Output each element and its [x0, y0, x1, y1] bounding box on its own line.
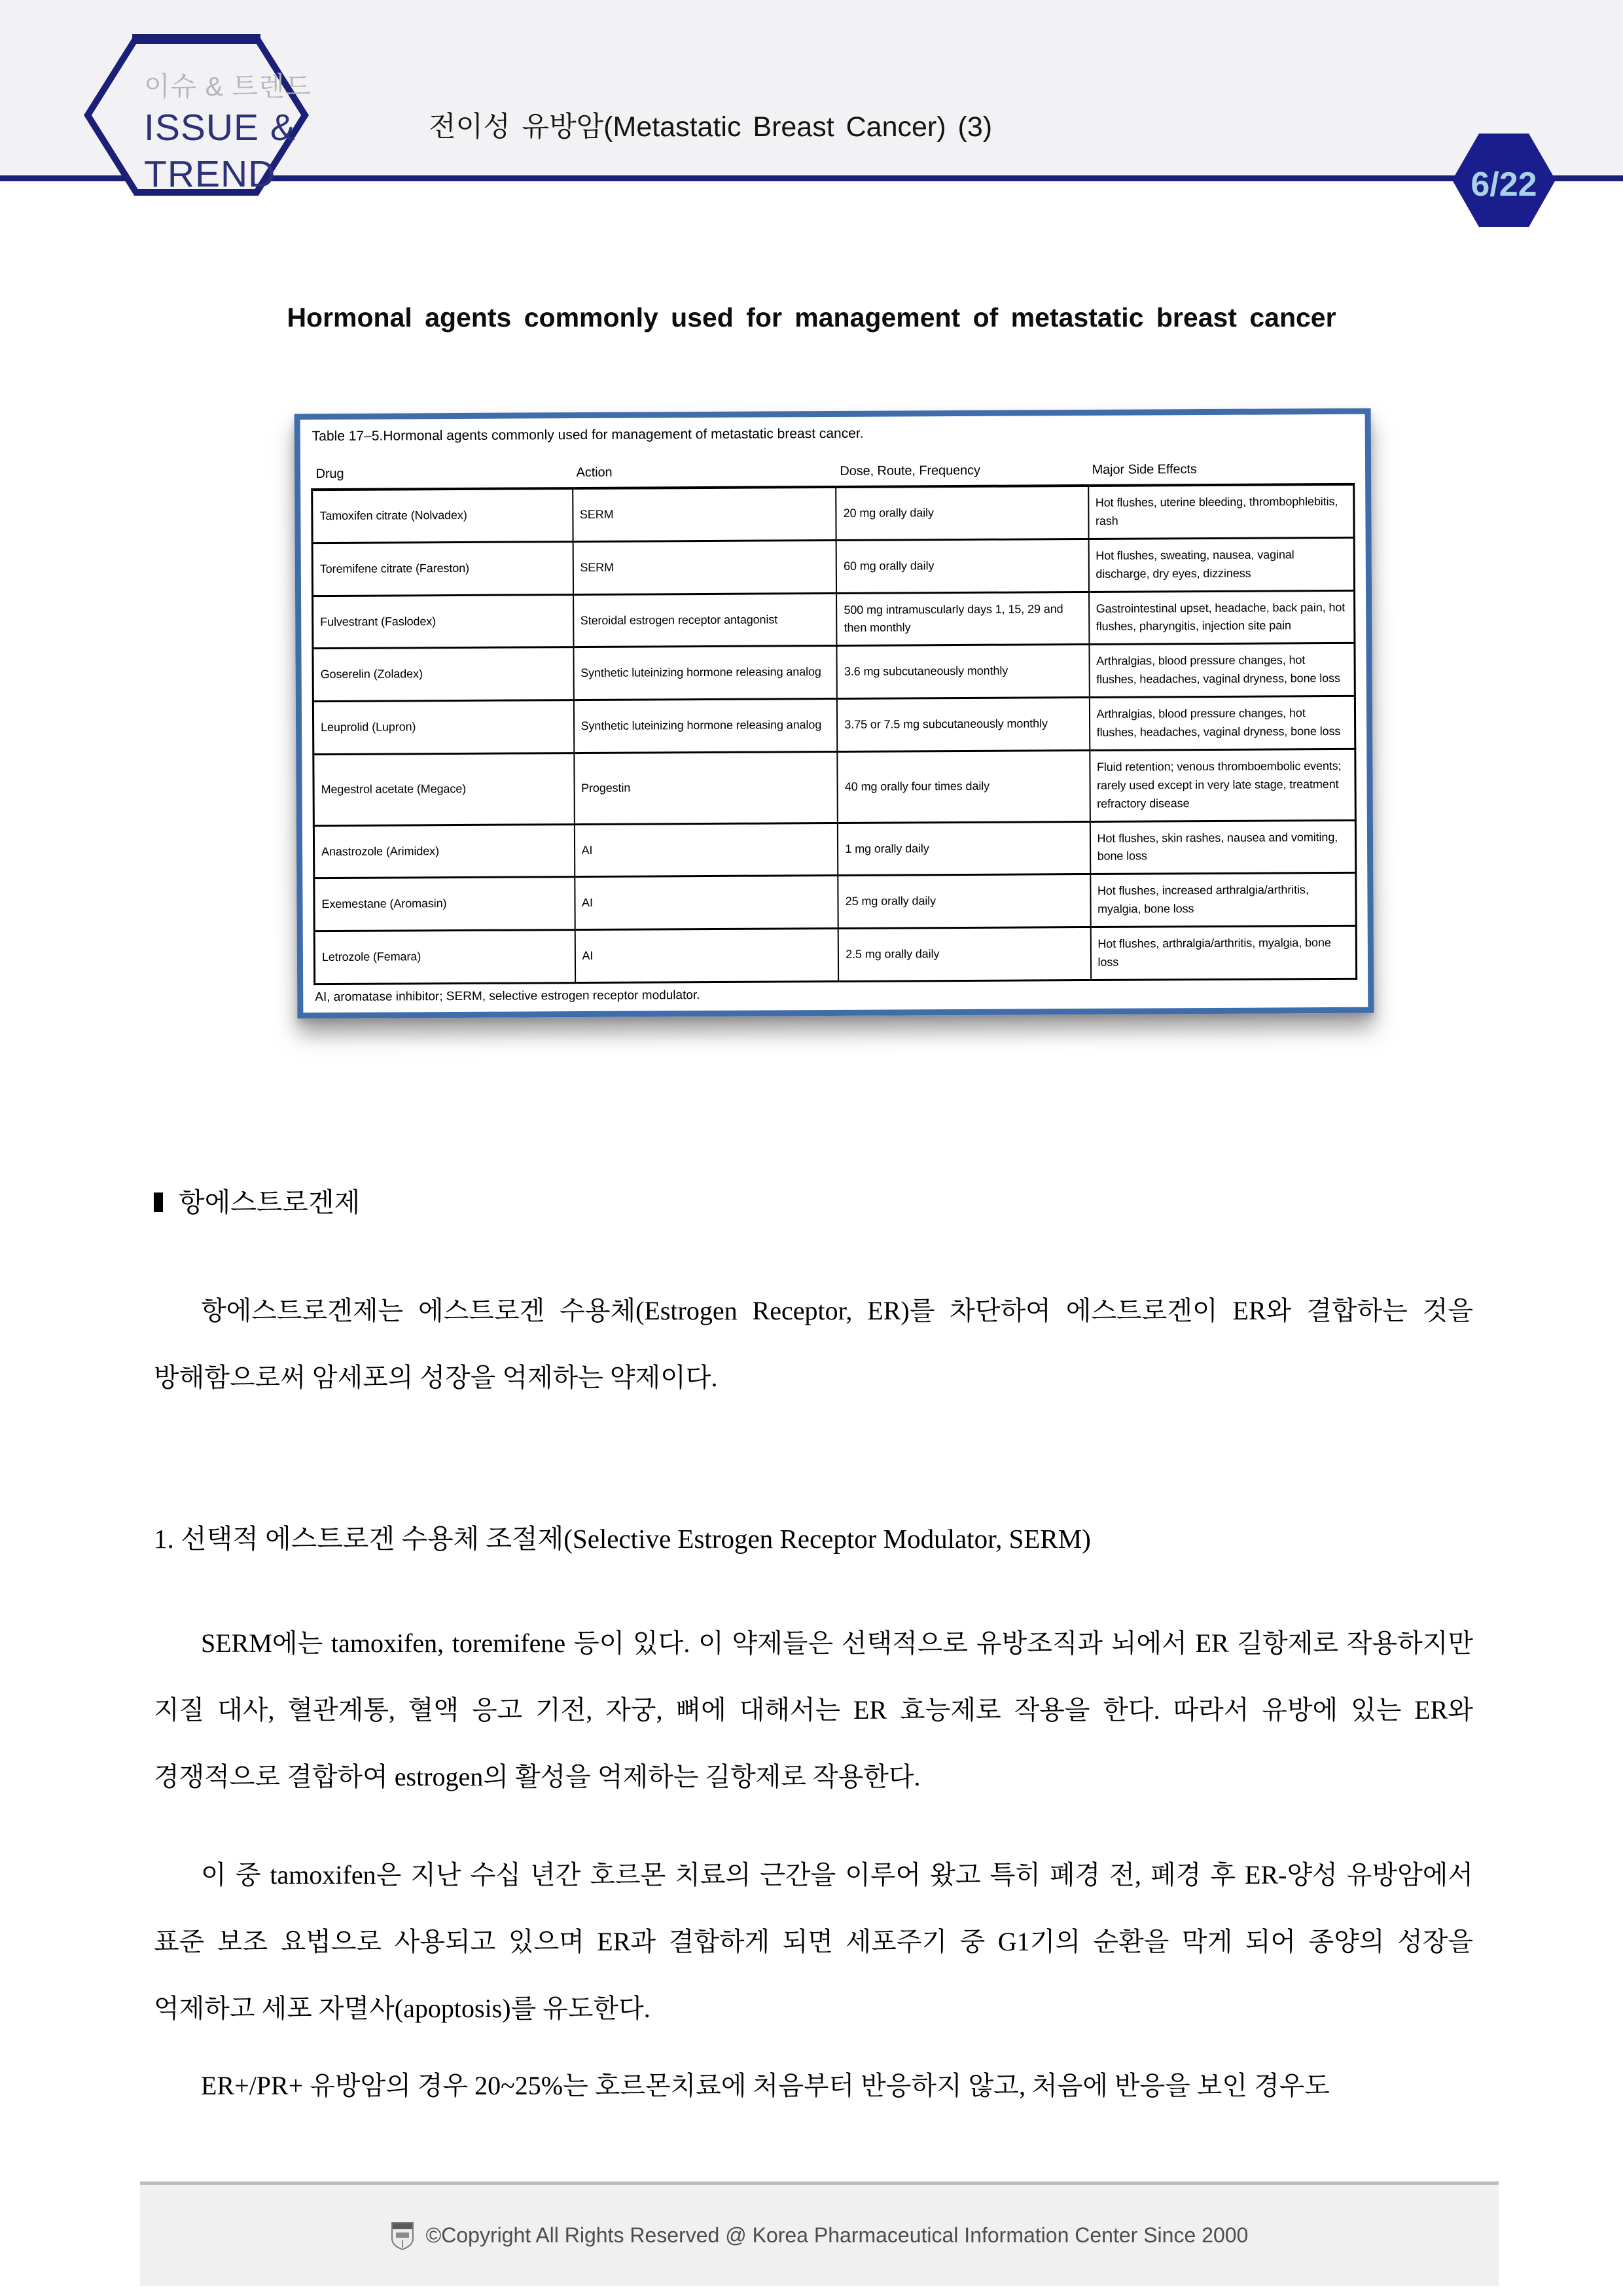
square-bullet-icon — [154, 1193, 163, 1212]
table-row — [314, 873, 1356, 931]
section-heading-antiestrogen — [154, 1185, 1473, 1220]
table-row — [313, 590, 1355, 649]
col-header-action: Action — [572, 461, 836, 488]
cell-side-effects: Hot flushes, increased arthralgia/arthritis, myalgia, bone loss — [1090, 873, 1356, 927]
cell-dose: 20 mg orally daily — [836, 486, 1088, 540]
cell-action: AI — [574, 823, 838, 877]
cell-dose: 60 mg orally daily — [836, 539, 1089, 593]
cell-drug: Tamoxifen citrate (Nolvadex) — [312, 488, 573, 543]
table-row — [313, 643, 1355, 702]
table-row — [312, 484, 1354, 543]
issue-trend-logo — [84, 33, 312, 198]
section-heading-label: 항에스트로겐제 — [179, 1187, 361, 1217]
cell-drug: Letrozole (Femara) — [314, 930, 575, 984]
table-footnote: AI, aromatase inhibitor; SERM, selective estrogen receptor modulator. — [315, 988, 700, 1005]
cell-drug: Megestrol acetate (Megace) — [313, 753, 575, 825]
logo-korean-label: 이슈 & 트렌드 — [144, 71, 312, 101]
cell-action: Progestin — [574, 751, 838, 824]
table-row — [314, 925, 1356, 984]
cell-side-effects: Hot flushes, sweating, nausea, vaginal discharge, dry eyes, dizziness — [1088, 537, 1354, 592]
paragraph-serm-3: ER+/PR+ 유방암의 경우 20~25%는 호르몬치료에 처음부터 반응하지 않고, 처음에 반응을 보인 경우도 — [201, 2071, 1330, 2100]
page-number-badge — [1452, 133, 1556, 228]
cell-action: AI — [575, 876, 838, 930]
cell-action: SERM — [573, 540, 836, 594]
cell-drug: Exemestane (Aromasin) — [314, 877, 575, 931]
cell-side-effects: Fluid retention; venous thromboembolic events; rarely used except in very late stage, treatment refractory disease — [1090, 749, 1356, 821]
cell-dose: 1 mg orally daily — [838, 821, 1090, 876]
cell-dose: 500 mg intramuscularly days 1, 15, 29 and then monthly — [836, 592, 1089, 646]
paragraph-antiestrogen: 항에스트로겐제는 에스트로겐 수용체(Estrogen Receptor, ER)를 차단하여 에스트로겐이 ER와 결합하는 것을 방해함으로써 암세포의 성장을 억제하는 약제이다. — [154, 1296, 1473, 1392]
cell-action: Synthetic luteinizing hormone releasing analog — [573, 646, 837, 700]
cell-action: Steroidal estrogen receptor antagonist — [573, 593, 837, 647]
cell-side-effects: Hot flushes, uterine bleeding, thrombophlebitis, rash — [1088, 484, 1354, 539]
logo-issue-label: ISSUE & — [144, 107, 296, 149]
cell-drug: Toremifene citrate (Fareston) — [312, 541, 573, 596]
cell-dose: 25 mg orally daily — [838, 874, 1091, 929]
cell-drug: Leuprolid (Lupron) — [313, 700, 573, 755]
cell-side-effects: Hot flushes, arthralgia/arthritis, myalgia, bone loss — [1090, 925, 1356, 980]
cell-action: AI — [575, 929, 838, 983]
cell-action: SERM — [573, 487, 836, 541]
cell-side-effects: Hot flushes, skin rashes, nausea and vomiting, bone loss — [1090, 820, 1355, 874]
cell-side-effects: Arthralgias, blood pressure changes, hot flushes, headaches, vaginal dryness, bone loss — [1089, 643, 1355, 698]
cell-side-effects: Gastrointestinal upset, headache, back pain, hot flushes, pharyngitis, injection site pain — [1089, 590, 1355, 645]
col-header-drug: Drug — [312, 463, 572, 490]
page-title: 전이성 유방암(Metastatic Breast Cancer) (3) — [429, 111, 993, 143]
table-row — [313, 820, 1355, 878]
col-header-dose: Dose, Route, Frequency — [836, 460, 1088, 487]
cell-dose: 2.5 mg orally daily — [838, 927, 1091, 982]
page-footer — [140, 2181, 1499, 2286]
cell-dose: 3.6 mg subcutaneously monthly — [837, 645, 1090, 699]
cell-action: Synthetic luteinizing hormone releasing analog — [573, 699, 837, 753]
copyright-text: ©Copyright All Rights Reserved @ Korea Pharmaceutical Information Center Since 2000 — [425, 2223, 1249, 2247]
paragraph-serm-2: 이 중 tamoxifen은 지난 수십 년간 호르몬 치료의 근간을 이루어 왔고 특히 폐경 전, 폐경 후 ER-양성 유방암에서 표준 보조 요법으로 사용되고 있으며 ER과 결합하게 되면 세포주기 중 G1기의 순환을 막게 되어 종양의 성장을 억제하고 세포 자멸사(apoptosis)를 유도한다. — [154, 1860, 1473, 2023]
cell-drug: Goserelin (Zoladex) — [313, 647, 573, 702]
page-number: 6/22 — [1471, 165, 1537, 204]
figure-title: Hormonal agents commonly used for management of metastatic breast cancer — [287, 302, 1336, 332]
table-row — [312, 537, 1354, 596]
section-heading-serm: 1. 선택적 에스트로겐 수용체 조절제(Selective Estrogen Receptor Modulator, SERM) — [154, 1524, 1091, 1554]
kpic-shield-icon — [391, 2221, 414, 2250]
cell-dose: 3.75 or 7.5 mg subcutaneously monthly — [837, 698, 1090, 752]
paragraph-serm-1: SERM에는 tamoxifen, toremifene 등이 있다. 이 약제들은 선택적으로 유방조직과 뇌에서 ER 길항제로 작용하지만 지질 대사, 혈관계통, 혈액 응고 기전, 자궁, 뼈에 대해서는 ER 효능제로 작용을 한다. 따라서 유방에 있는 ER와 경쟁적으로 결합하여 estrogen의 활성을 억제하는 길항제로 작용한다. — [154, 1628, 1473, 1791]
logo-text — [144, 73, 312, 193]
table-row — [313, 696, 1355, 754]
cell-side-effects: Arthralgias, blood pressure changes, hot flushes, headaches, vaginal dryness, bone loss — [1089, 696, 1355, 750]
table-caption: Table 17–5.Hormonal agents commonly used for management of metastatic breast cancer. — [312, 425, 864, 444]
hormonal-agents-table — [294, 408, 1374, 1019]
cell-drug: Anastrozole (Arimidex) — [313, 824, 574, 878]
table-row — [313, 749, 1356, 825]
cell-drug: Fulvestrant (Faslodex) — [313, 594, 573, 649]
cell-dose: 40 mg orally four times daily — [838, 750, 1090, 823]
body-text — [154, 1185, 1473, 2119]
col-header-side-effects: Major Side Effects — [1088, 459, 1353, 486]
drug-table — [311, 459, 1357, 985]
logo-trend-label: TREND — [144, 153, 276, 195]
